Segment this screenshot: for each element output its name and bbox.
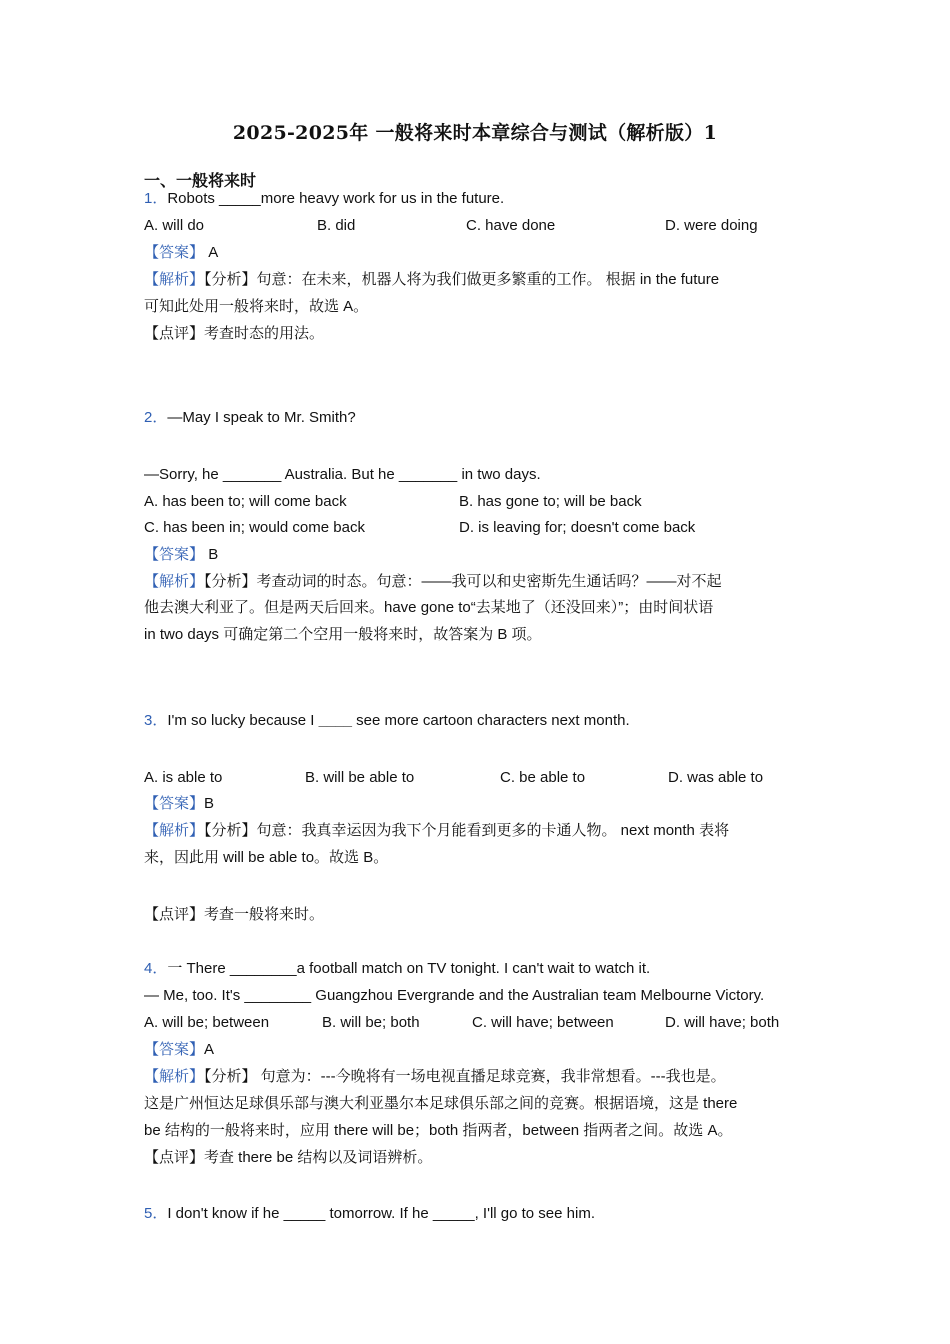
answer-line xyxy=(144,794,214,814)
analysis-text: 【分析】句意：在未来，机器人将为我们做更多繁重的工作。 根据 in the future xyxy=(204,271,720,288)
section-heading: 一、一般将来时 xyxy=(144,171,257,190)
analysis-tag: 【解析】 xyxy=(144,1068,205,1085)
option-a: A. will be; between xyxy=(144,1014,270,1031)
answer-tag: 【答案】 xyxy=(144,546,205,563)
question-5-stem xyxy=(144,1204,595,1224)
answer-value: A xyxy=(208,244,219,261)
question-2-stem xyxy=(144,408,356,428)
option-d: D. will have; both xyxy=(665,1014,780,1031)
question-text: 一 There ________a football match on TV tonight. I can't wait to watch it. xyxy=(167,960,651,977)
question-text-pre: I'm so lucky because I xyxy=(167,712,319,729)
analysis-line xyxy=(144,572,722,592)
review-line: 【点评】考查一般将来时。 xyxy=(144,906,325,923)
question-2-stem-2: —Sorry, he _______ Australia. But he _______ in two days. xyxy=(144,466,541,483)
answer-value: B xyxy=(204,795,215,812)
question-number: 2． xyxy=(144,409,168,426)
question-text: I don't know if he _____ tomorrow. If he _____, I'll go to see him. xyxy=(167,1205,595,1222)
document-title: 2025-2025年 一般将来时本章综合与测试（解析版）1 xyxy=(232,122,718,144)
option-d: D. were doing xyxy=(665,217,758,234)
question-number: 4． xyxy=(144,960,168,977)
question-number: 1． xyxy=(144,190,168,207)
analysis-text: be 结构的一般将来时，应用 there will be；both 指两者，between 指两者之间。故选 A。 xyxy=(144,1122,733,1139)
question-text-post: see more cartoon characters next month. xyxy=(351,712,630,729)
review-line: 【点评】考查 there be 结构以及词语辨析。 xyxy=(144,1149,433,1166)
question-4-stem-2: — Me, too. It's ________ Guangzhou Evergrande and the Australian team Melbourne Victory. xyxy=(144,987,765,1004)
option-a: A. will do xyxy=(144,217,205,234)
review-line: 【点评】考查时态的用法。 xyxy=(144,325,325,342)
analysis-line xyxy=(144,1067,726,1087)
option-b: B. will be; both xyxy=(322,1014,420,1031)
answer-line xyxy=(144,545,218,565)
option-c: C. be able to xyxy=(500,769,586,786)
option-c: C. will have; between xyxy=(472,1014,614,1031)
analysis-text: 【分析】考查动词的时态。句意：——我可以和史密斯先生通话吗？——对不起 xyxy=(204,573,722,590)
answer-line xyxy=(144,1040,214,1060)
analysis-text: 这是广州恒达足球俱乐部与澳大利亚墨尔本足球俱乐部之间的竞赛。根据语境，这是 there xyxy=(144,1095,738,1112)
answer-value: B xyxy=(208,546,219,563)
question-text: —May I speak to Mr. Smith? xyxy=(167,409,356,426)
option-c: C. have done xyxy=(466,217,556,234)
question-text: Robots _____more heavy work for us in the future. xyxy=(167,190,505,207)
option-d: D. was able to xyxy=(668,769,764,786)
option-c: C. has been in; would come back xyxy=(144,519,365,536)
analysis-line xyxy=(144,821,729,841)
analysis-tag: 【解析】 xyxy=(144,822,205,839)
option-b: B. has gone to; will be back xyxy=(459,493,642,510)
answer-tag: 【答案】 xyxy=(144,795,205,812)
answer-tag: 【答案】 xyxy=(144,1041,205,1058)
question-number: 5． xyxy=(144,1205,168,1222)
question-number: 3． xyxy=(144,712,168,729)
answer-tag: 【答案】 xyxy=(144,244,205,261)
option-d: D. is leaving for; doesn't come back xyxy=(459,519,696,536)
option-b: B. did xyxy=(317,217,356,234)
answer-value: A xyxy=(204,1041,215,1058)
analysis-text: in two days 可确定第二个空用一般将来时，故答案为 B 项。 xyxy=(144,626,542,643)
analysis-tag: 【解析】 xyxy=(144,271,205,288)
analysis-tag: 【解析】 xyxy=(144,573,205,590)
option-b: B. will be able to xyxy=(305,769,415,786)
analysis-text: 【分析】句意：我真幸运因为我下个月能看到更多的卡通人物。 next month 表将 xyxy=(204,822,730,839)
answer-line xyxy=(144,243,218,263)
analysis-text: 他去澳大利亚了。但是两天后回来。have gone to“去某地了（还没回来）”；由时间状语 xyxy=(144,599,714,616)
option-a: A. has been to; will come back xyxy=(144,493,347,510)
question-3-stem xyxy=(144,711,630,731)
option-a: A. is able to xyxy=(144,769,223,786)
analysis-line xyxy=(144,270,719,290)
question-4-stem xyxy=(144,959,650,979)
question-1-stem xyxy=(144,189,504,209)
analysis-text: 来，因此用 will be able to。故选 B。 xyxy=(144,849,389,866)
analysis-text: 可知此处用一般将来时，故选 A。 xyxy=(144,298,369,315)
analysis-text: 【分析】 句意为：---今晚将有一场电视直播足球竞赛，我非常想看。---我也是。 xyxy=(204,1068,726,1085)
question-blank: ____ xyxy=(318,712,352,729)
